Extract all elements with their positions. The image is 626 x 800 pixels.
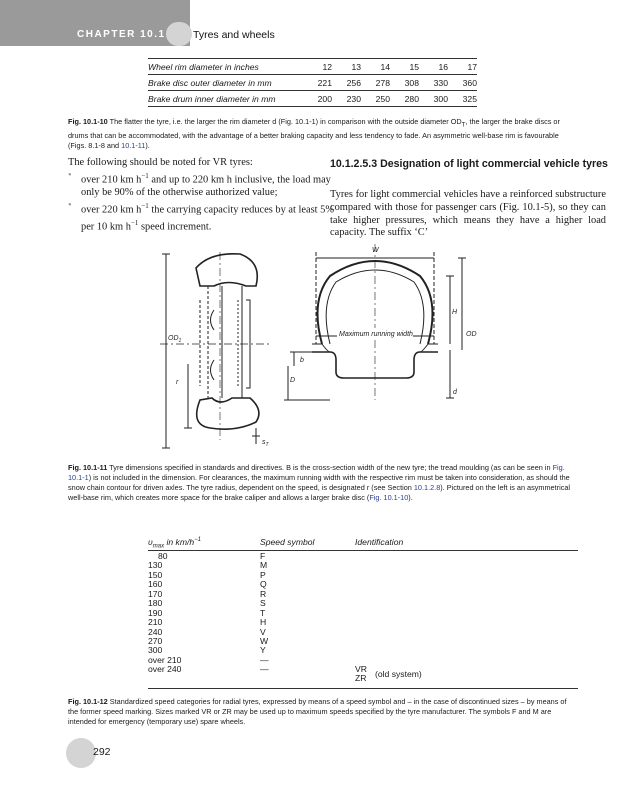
table-cell: 17: [448, 59, 477, 75]
figure-caption-10-1-12: Fig. 10.1-12 Standardized speed categories for radial tyres, expressed by means of a speed symbol and – in the case of discontinued sizes – by means of the former speed marking. Sizes marked VR or ZR may be used up to maximum speeds specified by the tyre manufacturer. The symbols F and M are intended for emergency (temporary use) spare wheels.: [68, 697, 567, 727]
figure-reference-link[interactable]: Fig. 10.1-10: [369, 493, 409, 503]
label-OD1: $OD_1$: [168, 335, 182, 344]
caption-subscript: T: [461, 121, 466, 129]
lower-tread-section: [197, 398, 259, 429]
section-heading: 10.1.2.5.3 Designation of light commercial vehicle tyres: [330, 158, 608, 170]
table-cell: 230: [332, 91, 361, 107]
list-item: 300: [148, 645, 163, 656]
table-cell: 15: [390, 59, 419, 75]
row-label: Brake disc outer diameter in mm: [148, 75, 303, 91]
list-item: H: [260, 617, 267, 628]
table-cell: 278: [361, 75, 390, 91]
row-label: Wheel rim diameter in inches: [148, 59, 303, 75]
list-item: • over 210 km $h^{-1}$ and up to 220 km h inclusive, the load may only be 90% of the otherwise authorized value;: [68, 170, 338, 200]
label-max-running-width: Maximum running width: [339, 331, 413, 338]
table-cell: 256: [332, 75, 361, 91]
list-item: 160: [148, 579, 163, 590]
identification-note: (old system): [375, 669, 422, 679]
label-sT: $s_T$: [262, 439, 269, 448]
table-cell: 325: [448, 91, 477, 107]
list-item: 240: [148, 626, 163, 637]
list-item: —: [260, 664, 269, 675]
table-cell: 12: [303, 59, 332, 75]
label-d: d: [453, 389, 457, 396]
identification-column-header: Identification: [355, 537, 404, 547]
list-item: —: [260, 654, 269, 665]
figure-caption-10-1-11: Fig. 10.1-11 Tyre dimensions specified in standards and directives. B is the cross-section width of the new tyre; the tread moulding (as can be seen in Fig. 10.1-1) is not included in the dimension. For clearances, the maximum running width with the respective rim must be taken into consideration, as should the snow chain contour for driven axles. The tyre radius, dependent on the speed, is designated r (see Section 10.1.2.8). Pictured on the left is an asymmetrical well-base rim, which creates more space for the brake caliper and allows a larger brake disc (Fig. 10.1-10).: [68, 463, 571, 503]
label-b: b: [300, 357, 304, 364]
list-item: 130: [148, 560, 163, 571]
list-item: P: [260, 569, 266, 580]
section-paragraph: Tyres for light commercial vehicles have a reinforced substructure compared with those for passenger cars (Fig. 10.1-5), so they can take higher pressures, which means they have a higher load capacity. The suffix ‘C’: [330, 189, 606, 239]
table-cell: 221: [303, 75, 332, 91]
row-label: Brake drum inner diameter in mm: [148, 91, 303, 107]
list-item: W: [260, 635, 269, 646]
caption-text: The flatter the tyre, i.e. the larger the rim diameter d (Fig. 10.1-1) in comparison with the outside diameter OD: [109, 117, 462, 126]
list-item: R: [260, 588, 267, 599]
list-item: Y: [260, 645, 266, 656]
list-item: VR: [355, 664, 367, 674]
list-item: 170: [148, 588, 163, 599]
list-item: Q: [260, 579, 267, 590]
chapter-title: Tyres and wheels: [193, 29, 275, 41]
page-number: 292: [93, 746, 111, 758]
list-item: 180: [148, 598, 163, 609]
list-item: 210: [148, 617, 163, 628]
table-cell: 330: [419, 75, 448, 91]
list-item: 80: [158, 551, 168, 561]
caption-text: ).: [145, 140, 150, 150]
label-OD-right: OD: [466, 331, 477, 338]
list-item: 150: [148, 569, 163, 580]
list-item: S: [260, 598, 266, 609]
table-cell: 14: [361, 59, 390, 75]
label-H: H: [452, 309, 458, 316]
list-item: over 240: [148, 664, 182, 675]
table-cell: 300: [419, 91, 448, 107]
label-D: D: [290, 377, 296, 384]
label-r: r: [176, 379, 179, 386]
list-item: T: [260, 607, 266, 618]
upper-tread-section: [196, 254, 257, 286]
table-cell: 360: [448, 75, 477, 91]
figure-reference-link[interactable]: Fig. 10.1-1: [68, 463, 565, 483]
list-item: M: [260, 560, 268, 571]
list-item: 270: [148, 635, 163, 646]
table-cell: 200: [303, 91, 332, 107]
table-cell: 13: [332, 59, 361, 75]
table-cell: 250: [361, 91, 390, 107]
vr-notes-intro: The following should be noted for VR tyres:: [68, 157, 253, 168]
list-item: 190: [148, 607, 163, 618]
section-reference-link[interactable]: 10.1.2.8: [413, 483, 441, 493]
table-rule: [148, 688, 578, 689]
list-item: ZR: [355, 673, 367, 684]
figure-reference-link[interactable]: 10.1-11: [121, 140, 146, 150]
symbol-column-header: Speed symbol: [260, 537, 315, 547]
list-item: over 210: [148, 654, 182, 665]
caption-label: Fig. 10.1-10: [68, 117, 108, 126]
table-cell: 308: [390, 75, 419, 91]
identification-column: [355, 665, 367, 684]
table-cell: 16: [419, 59, 448, 75]
list-item: F: [260, 551, 266, 561]
list-item: V: [260, 626, 266, 637]
table-cell: 280: [390, 91, 419, 107]
caption-label: Fig. 10.1-11: [68, 463, 108, 472]
table-rule: [148, 550, 578, 551]
list-item: • over 220 km $h^{-1}$ the carrying capacity reduces by at least 5% per 10 km $h^{-1}$ speed increment.: [68, 200, 338, 235]
speed-symbols-column: [260, 552, 269, 675]
speed-column-header: $\upsilon_{max}$ in $km/h^{-1}$: [148, 537, 202, 550]
chapter-label: CHAPTER 10.1: [77, 29, 166, 40]
speed-values-column: [148, 552, 181, 675]
page-number-badge: [66, 738, 96, 768]
caption-label: Fig. 10.1-12: [68, 697, 108, 706]
caption-text: , the larger the brake discs or drums that can be accommodated, with the advantage of a better braking capacity and less tendency to fade. An asymmetric well-base rim is favourable (Figs. 8.1-8 and: [68, 117, 560, 150]
label-W: W: [372, 247, 379, 254]
